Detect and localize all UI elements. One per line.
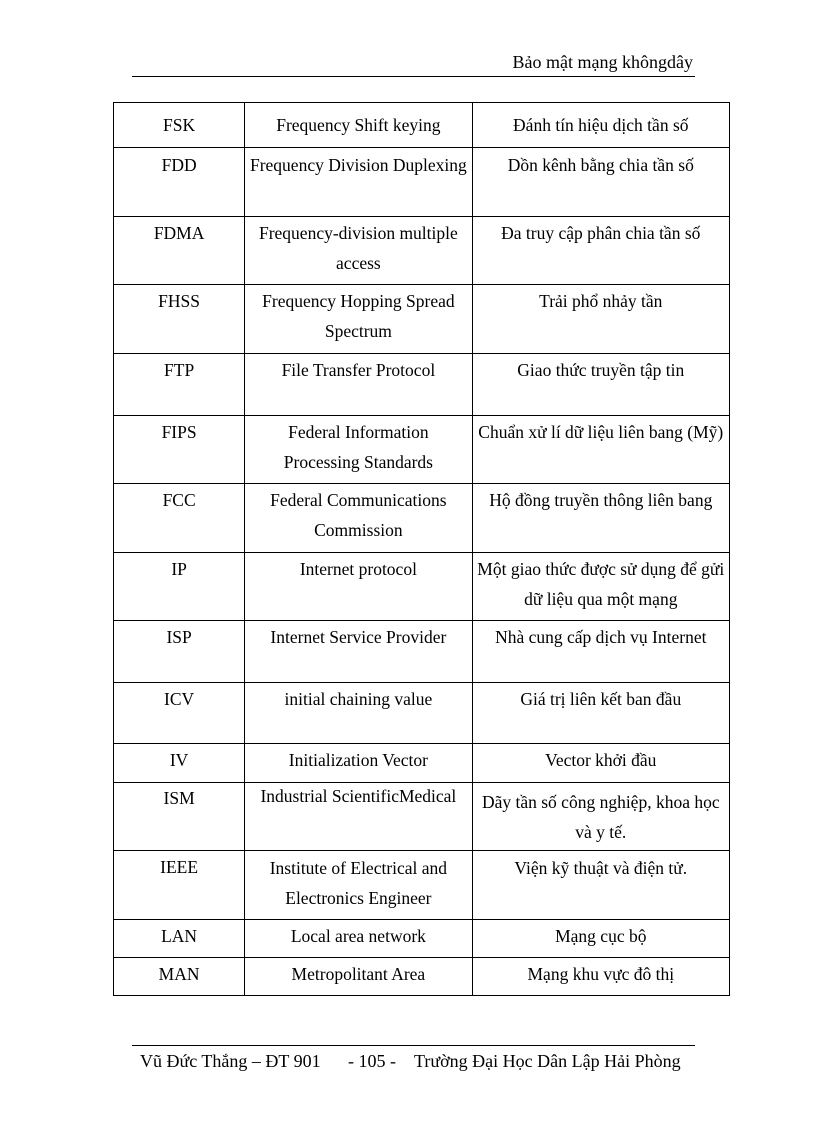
meaning-cell: Dãy tần số công nghiệp, khoa học và y tế. [472,783,729,851]
term-cell: Federal Information Processing Standards [245,416,472,484]
abbr-cell: FDD [114,148,245,217]
term-cell: File Transfer Protocol [245,354,472,416]
term-cell: initial chaining value [245,683,472,744]
abbr-cell: IEEE [114,851,245,920]
table-row [114,553,730,621]
term-cell: Federal Communications Commission [245,484,472,553]
meaning-cell: Mạng cục bộ [472,920,729,958]
abbreviation-table [113,102,730,996]
table-row [114,416,730,484]
table-row [114,683,730,744]
table-row [114,354,730,416]
meaning-cell: Mạng khu vực đô thị [472,958,729,996]
meaning-cell: Đánh tín hiệu dịch tần số [472,103,729,148]
table-row [114,217,730,285]
table-row [114,285,730,354]
meaning-cell: Dồn kênh bằng chia tần số [472,148,729,217]
term-cell: Local area network [245,920,472,958]
page-header [132,50,695,77]
table-row [114,484,730,553]
abbr-cell: FSK [114,103,245,148]
abbr-cell: IV [114,744,245,783]
term-cell: Institute of Electrical and Electronics Engineer [245,851,472,920]
meaning-cell: Viện kỹ thuật và điện tử. [472,851,729,920]
table-row [114,920,730,958]
meaning-cell: Trải phổ nhảy tần [472,285,729,354]
footer-school: Trường Đại Học Dân Lập Hải Phòng [414,1051,681,1071]
term-cell: Internet protocol [245,553,472,621]
abbr-cell: FDMA [114,217,245,285]
abbr-cell: FCC [114,484,245,553]
term-cell: Frequency Shift keying [245,103,472,148]
term-cell: Frequency-division multiple access [245,217,472,285]
abbr-cell: ICV [114,683,245,744]
term-cell: Frequency Division Duplexing [245,148,472,217]
abbr-cell: ISM [114,783,245,851]
meaning-cell: Giao thức truyền tập tin [472,354,729,416]
table-row [114,783,730,851]
meaning-cell: Vector khởi đầu [472,744,729,783]
abbr-cell: ISP [114,621,245,683]
term-cell: Internet Service Provider [245,621,472,683]
abbr-cell: IP [114,553,245,621]
abbr-cell: FIPS [114,416,245,484]
table-row [114,958,730,996]
meaning-cell: Một giao thức được sử dụng để gửi dữ liệu qua một mạng [472,553,729,621]
meaning-cell: Giá trị liên kết ban đầu [472,683,729,744]
term-cell: Metropolitant Area [245,958,472,996]
footer-author: Vũ Đức Thắng – ĐT 901 [140,1051,321,1071]
meaning-cell: Nhà cung cấp dịch vụ Internet [472,621,729,683]
term-cell: Initialization Vector [245,744,472,783]
abbr-cell: LAN [114,920,245,958]
table-row [114,744,730,783]
meaning-cell: Đa truy cập phân chia tần số [472,217,729,285]
table-row [114,851,730,920]
page-footer [132,1045,695,1071]
term-cell: Industrial ScientificMedical [245,783,472,851]
header-title: Bảo mật mạng khôngdây [512,52,693,72]
term-cell: Frequency Hopping Spread Spectrum [245,285,472,354]
abbr-cell: MAN [114,958,245,996]
page-number: - 105 - [348,1051,396,1071]
table-row [114,148,730,217]
abbr-cell: FTP [114,354,245,416]
meaning-cell: Hộ đồng truyền thông liên bang [472,484,729,553]
meaning-cell: Chuẩn xử lí dữ liệu liên bang (Mỹ) [472,416,729,484]
table-row [114,621,730,683]
abbr-cell: FHSS [114,285,245,354]
table-row [114,103,730,148]
